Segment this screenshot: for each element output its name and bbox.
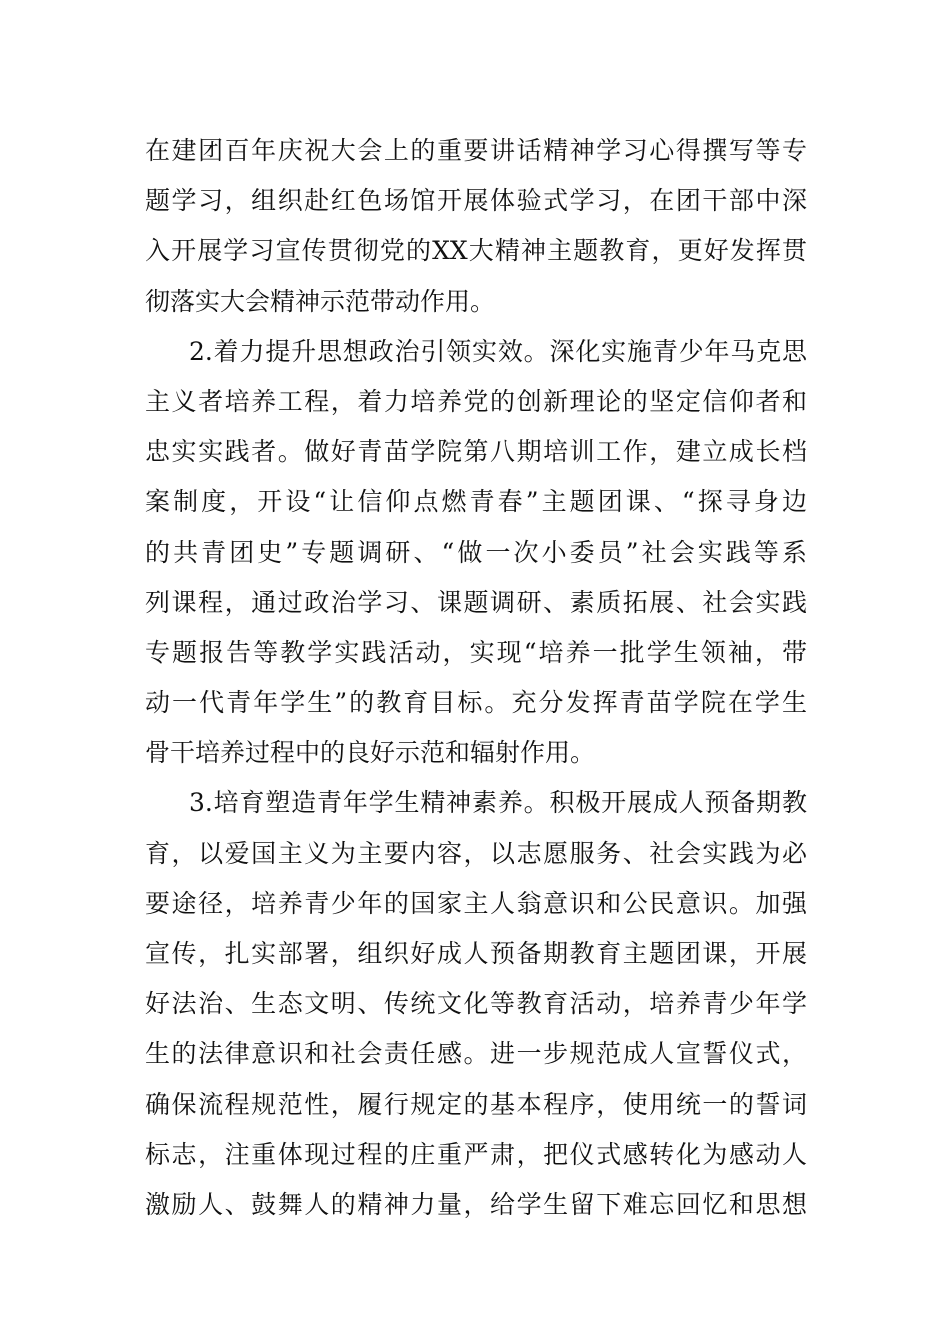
text-line-2: 题学习，组织赴红色场馆开展体验式学习，在团干部中深 — [145, 186, 807, 216]
text-line-22: 激励人、鼓舞人的精神力量，给学生留下难忘回忆和思想 — [145, 1189, 807, 1219]
text-line-18: 好法治、生态文明、传统文化等教育活动，培养青少年学 — [145, 989, 807, 1019]
text-line-9: 的共青团史”专题调研、“做一次小委员”社会实践等系 — [145, 537, 807, 567]
text-line-11: 专题报告等教学实践活动，实现“培养一批学生领袖，带 — [145, 637, 807, 667]
text-line-4: 彻落实大会精神示范带动作用。 — [145, 286, 496, 316]
text-line-12: 动一代青年学生”的教育目标。充分发挥青苗学院在学生 — [145, 688, 807, 718]
text-line-8: 案制度，开设“让信仰点燃青春”主题团课、“探寻身边 — [145, 487, 807, 517]
text-line-7: 忠实实践者。做好青苗学院第八期培训工作，建立成长档 — [145, 437, 807, 467]
text-line-20: 确保流程规范性，履行规定的基本程序，使用统一的誓词 — [145, 1089, 807, 1119]
text-line-13: 骨干培养过程中的良好示范和辐射作用。 — [145, 738, 596, 768]
text-line-17: 宣传，扎实部署，组织好成人预备期教育主题团课，开展 — [145, 939, 807, 968]
text-line-16: 要途径，培养青少年的国家主人翁意识和公民意识。加强 — [145, 888, 807, 918]
text-line-3: 入开展学习宣传贯彻党的XX大精神主题教育，更好发挥贯 — [145, 236, 807, 266]
text-line-6: 主义者培养工程，着力培养党的创新理论的坚定信仰者和 — [145, 386, 807, 416]
body-text — [145, 126, 807, 1230]
text-line-15: 育，以爱国主义为主要内容，以志愿服务、社会实践为必 — [145, 838, 807, 868]
text-line-1: 在建团百年庆祝大会上的重要讲话精神学习心得撰写等专 — [145, 136, 807, 165]
paragraph-3-heading-line: 3.培育塑造青年学生精神素养。积极开展成人预备期教 — [189, 788, 807, 818]
text-line-10: 列课程，通过政治学习、课题调研、素质拓展、社会实践 — [145, 587, 807, 617]
text-line-21: 标志，注重体现过程的庄重严肃，把仪式感转化为感动人 — [145, 1139, 807, 1169]
text-line-19: 生的法律意识和社会责任感。进一步规范成人宣誓仪式， — [145, 1039, 807, 1069]
paragraph-2-heading-line: 2.着力提升思想政治引领实效。深化实施青少年马克思 — [189, 336, 807, 366]
